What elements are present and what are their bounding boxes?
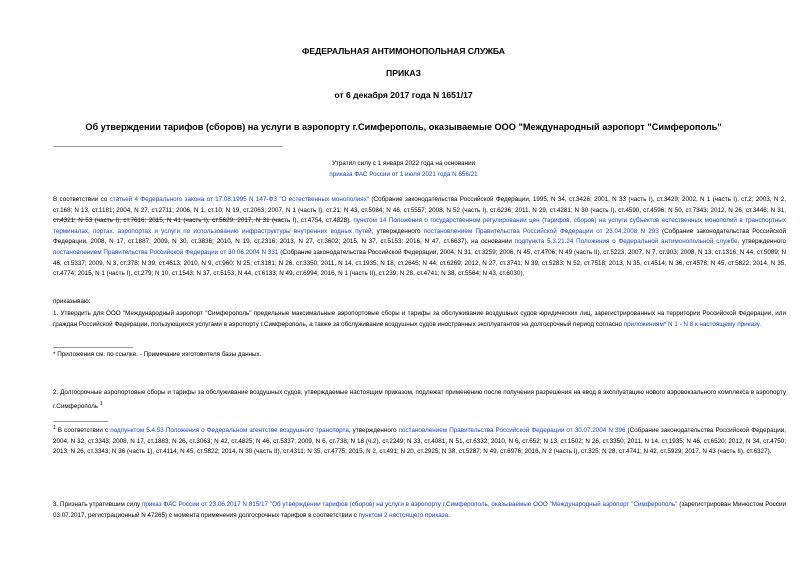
footnote-divider <box>53 347 133 348</box>
preamble-text: , утвержденного <box>737 238 786 246</box>
link-fas-regulation[interactable]: подпункта 5.3.21.24 Положения о Федеральной антимонопольной службе <box>514 238 738 246</box>
footnote-2-text: (Собрание законодательства Российской Федерации, 2004, N 32, ст.3343; 2008, N 17, ст.1883; N 26, ст.3063; N 42, ст.4825; N 46, ст.5337; 2009, N 6, ст.738; N 18 (ч.2), ст.2249; N 33, ст.4081; N 51, ст.6332; 2010, N 6, ст.652; N 13, ст.1502; N 26, ст.3350; 2011, N 14, ст.1935; N 46, ст.6520; 2012, N 34, ст.4750; 2013, N 26, ст.3343; N 36 (часть 1), ст.4114; N 45, ст.5822; 2014, N 30 (часть II), ст.4311; N 35, ст.4775; 2015, N 2, ст.491; N 20, ст.2925; N 38, ст.5287; N 49, ст.6976; 2016, N 2 (часть I), ст.325; N 28, ст.4741; N 42, ст.5929; 2017, N 43 (часть II), ст.6327). <box>53 427 787 456</box>
footnote-2 <box>41 423 786 458</box>
item-3-text: 3. Признать утратившим силу <box>53 501 142 508</box>
link-rosaviatsia-regulation[interactable]: подпунктом 5.4.53 Положения о Федеральном агентстве воздушного транспорта <box>110 427 349 435</box>
link-appendices-tail: * N 1 - N 8 к настоящему приказу. <box>663 320 762 328</box>
item-1 <box>41 309 786 330</box>
item-1-text: 1. Утвердить для ООО "Международный аэропорт "Симферополь" предельные максимальные аэропортовые сборы и тарифы за обслуживание воздушных судов юридических лиц, зарегистрированных на территории Российской Федерации, или граждан Российской Федерации, пользующихся услугами в аэропорту г.Симферополь, а также за обслуживание воздушных судов иностранных эксплуатантов на долгосрочный период согласно <box>53 310 786 328</box>
preamble <box>41 195 786 280</box>
item-3 <box>41 500 786 521</box>
status-note <box>0 158 807 180</box>
footnote-mark: 1 <box>53 425 56 431</box>
divider <box>53 146 283 147</box>
footnote-1: * Приложения см. по ссылке. - Примечание изготовителя базы данных. <box>53 351 262 358</box>
link-fas-order-815[interactable]: приказ ФАС России от 23.06.2017 N 815/17 "Об утверждении тарифов (сборов) на услуги в аэропорту г.Симферополь, оказываемые ООО "Международный аэропорт "Симферополь" <box>141 501 678 508</box>
preamble-text: (Собрание законодательства Российской Федерации, 2004, N 31, ст.3259; 2006, N 45, ст.4706; N 49 (часть II), ст.5223; 2007, N 7, ст.903; 2008, N 13, ст.1316; N 44, ст.5089; N 46, ст.5337; 2009, N 3, ст.378; N 39, ст.4613; 2010, N 9, ст.960; N 25, ст.3181; N 26, ст.3350; 2011, N 14, ст.1935; N 18, ст.2645; N 44, ст.6269; 2012, N 27, ст.3741; N 39, ст.5283; N 52, ст.7518; 2013, N 35, ст.4514; N 36, ст.4578; N 45, ст.5822; 2014, N 35, ст.4774; 2015, N 1 (часть I), ст.279; N 10, ст.1543; N 37, ст.5153; N 44, ст.6133; N 49, ст.6994; 2016, N 1 (часть II), ст.239; N 28, ст.4741; N 38, ст.5564; N 43, ст.6030), <box>53 248 786 278</box>
preamble-text: (Собрание законодательства Российской Федерации, 1995, N 34, ст.3426; 2001, N 33 (часть I), ст.3429; 2002, N 1 (часть I), ст.2; 2003, N 2, ст.168; N 13, ст.1181; 2004, N 27, ст.2711; 2006, N 1, ст.10; N 19, ст.2063; 2007, N 1 (часть I), ст.21; N 43, ст.5084; N 46, ст.5557; 2008, N 52 (часть I), ст.6236; 2011, N 29, ст.4281; N 30 (часть I), ст.4590, ст.4596; N 50, ст.7343; 2012, N 26, ст.3446; N 31, ст.4321; N 53 (часть I), ст.7616; 2015, N 41 (часть I), ст.5629; 2017, N 31 (часть I), ст.4754, ст.4828), <box>53 196 786 225</box>
link-decree-331[interactable]: постановлением Правительства Российской Федерации от 30.06.2004 N 331 <box>53 248 279 256</box>
preamble-text: (Собрание законодательства Российской Федерации, 2008, N 17, ст.1887; 2009, N 30, ст.3836; 2010, N 19, ст.2316; 2013, N 27, ст.3602; 2015, N 37, ст.5153; 2016, N 47, ст.6637), на основании <box>53 227 787 246</box>
link-item-2[interactable]: пунктом 2 настоящего приказа <box>358 511 449 519</box>
doc-date-number: от 6 декабря 2017 года N 1651/17 <box>334 90 473 100</box>
link-law-147[interactable]: статьей 4 Федерального закона от 17.08.1995 N 147-ФЗ "О естественных монополиях" <box>109 196 370 203</box>
footnote-divider <box>53 421 108 422</box>
status-line: Утратил силу с 1 января 2022 года на основании <box>331 160 476 167</box>
item-2 <box>41 388 786 412</box>
footnote-mark: 1 <box>99 400 103 407</box>
status-link[interactable]: приказа ФАС России от 1 июля 2021 года N 656/21 <box>329 171 478 178</box>
preamble-text: , утвержденного <box>371 227 424 235</box>
footnote-2-text: В соответствии с <box>55 427 111 435</box>
agency-name: ФЕДЕРАЛЬНАЯ АНТИМОНОПОЛЬНАЯ СЛУЖБА <box>302 46 505 56</box>
footnote-2-text: , утвержденного <box>348 427 399 435</box>
order-word: приказываю: <box>53 298 91 305</box>
item-3-text: (зарегистрирован Минюстом России 03.07.2017, регистрационный N 47265) с момента применения долгосрочных тарифов в соответствии с <box>53 501 786 519</box>
link-decree-293[interactable]: постановлением Правительства Российской Федерации от 23.04.2008 N 293 <box>423 227 659 235</box>
link-appendices[interactable] <box>624 321 761 328</box>
item-2-text: 2. Долгосрочные аэропортовые сборы и тарифы за обслуживание воздушных судов, утверждаемые настоящим приказом, подлежат применению после получения разрешения на ввод в эксплуатацию нового аэровокзального комплекса в аэропорту г.Симферополь <box>53 389 786 410</box>
item-3-text: . <box>448 511 450 519</box>
link-decree-396[interactable]: постановлением Правительства Российской Федерации от 30.07.2004 N 396 <box>398 427 626 435</box>
link-regulation-p14[interactable]: пунктом 14 Положения о государственном регулировании цен (тарифов, сборов) на услуги субъектов естественных монополий в транспортных терминалах, портах, аэропортах и услуги по использованию инфраструктуры внутренних водных путей <box>53 217 786 235</box>
page-title: Об утверждении тарифов (сборов) на услуги в аэропорту г.Симферополь, оказываемые ООО "Международный аэропорт "Симферополь" <box>85 122 722 132</box>
link-appendices-label: приложениям <box>623 320 664 328</box>
doc-type: ПРИКАЗ <box>386 68 421 78</box>
preamble-text: В соответствии со <box>53 196 110 203</box>
